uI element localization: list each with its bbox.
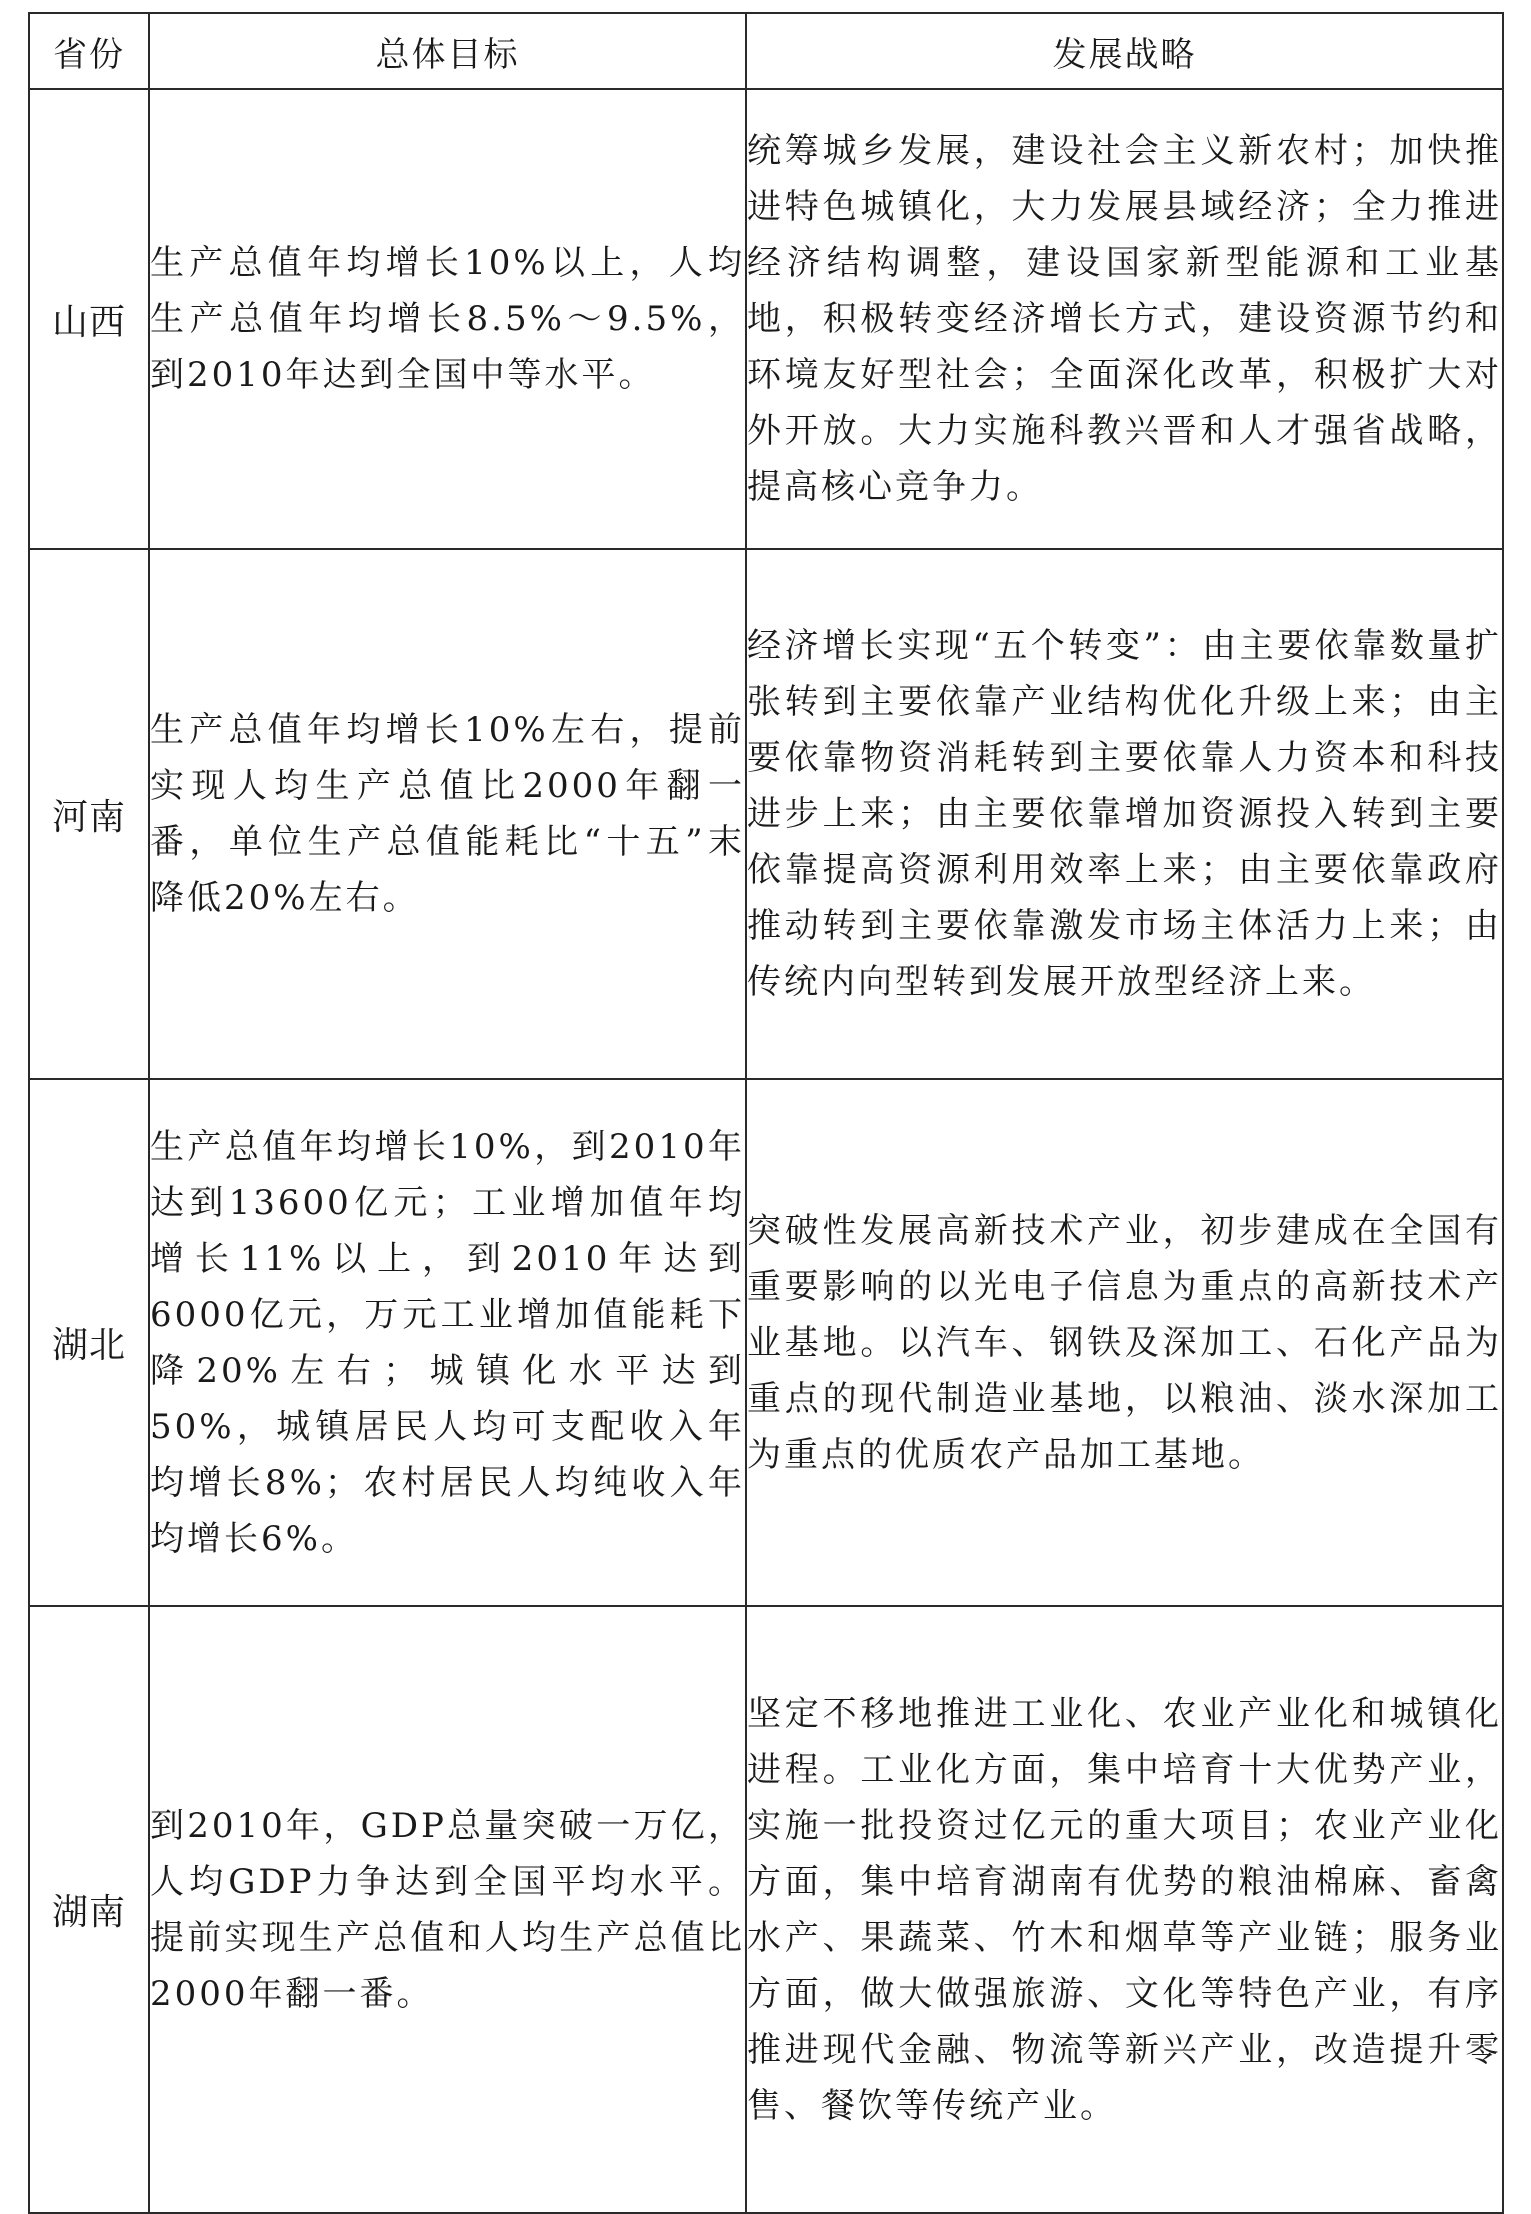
header-strategy: 发展战略 bbox=[746, 13, 1503, 89]
goal-cell: 生产总值年均增长10%以上，人均生产总值年均增长8.5%～9.5%，到2010年达到全国中等水平。 bbox=[149, 89, 746, 549]
goal-cell: 生产总值年均增长10%，到2010年达到13600亿元；工业增加值年均增长11%以上，到2010年达到6000亿元，万元工业增加值能耗下降20%左右；城镇化水平达到50%，城镇居民人均可支配收入年均增长8%；农村居民人均纯收入年均增长6%。 bbox=[149, 1079, 746, 1606]
header-province: 省份 bbox=[29, 13, 149, 89]
table-row bbox=[29, 1606, 1503, 2213]
province-cell: 山西 bbox=[29, 89, 149, 549]
province-strategy-table bbox=[28, 12, 1504, 2214]
strategy-cell: 突破性发展高新技术产业，初步建成在全国有重要影响的以光电子信息为重点的高新技术产业基地。以汽车、钢铁及深加工、石化产品为重点的现代制造业基地，以粮油、淡水深加工为重点的优质农产品加工基地。 bbox=[746, 1079, 1503, 1606]
goal-cell: 生产总值年均增长10%左右，提前实现人均生产总值比2000年翻一番，单位生产总值能耗比“十五”末降低20%左右。 bbox=[149, 549, 746, 1079]
header-goal: 总体目标 bbox=[149, 13, 746, 89]
table-row bbox=[29, 549, 1503, 1079]
table-row bbox=[29, 89, 1503, 549]
strategy-cell: 经济增长实现“五个转变”：由主要依靠数量扩张转到主要依靠产业结构优化升级上来；由主要依靠物资消耗转到主要依靠人力资本和科技进步上来；由主要依靠增加资源投入转到主要依靠提高资源利用效率上来；由主要依靠政府推动转到主要依靠激发市场主体活力上来；由传统内向型转到发展开放型经济上来。 bbox=[746, 549, 1503, 1079]
goal-cell: 到2010年，GDP总量突破一万亿，人均GDP力争达到全国平均水平。提前实现生产总值和人均生产总值比2000年翻一番。 bbox=[149, 1606, 746, 2213]
province-cell: 河南 bbox=[29, 549, 149, 1079]
province-cell: 湖南 bbox=[29, 1606, 149, 2213]
strategy-cell: 坚定不移地推进工业化、农业产业化和城镇化进程。工业化方面，集中培育十大优势产业，实施一批投资过亿元的重大项目；农业产业化方面，集中培育湖南有优势的粮油棉麻、畜禽水产、果蔬菜、竹木和烟草等产业链；服务业方面，做大做强旅游、文化等特色产业，有序推进现代金融、物流等新兴产业，改造提升零售、餐饮等传统产业。 bbox=[746, 1606, 1503, 2213]
strategy-cell: 统筹城乡发展，建设社会主义新农村；加快推进特色城镇化，大力发展县域经济；全力推进经济结构调整，建设国家新型能源和工业基地，积极转变经济增长方式，建设资源节约和环境友好型社会；全面深化改革，积极扩大对外开放。大力实施科教兴晋和人才强省战略，提高核心竞争力。 bbox=[746, 89, 1503, 549]
table-header-row bbox=[29, 13, 1503, 89]
province-cell: 湖北 bbox=[29, 1079, 149, 1606]
table-row bbox=[29, 1079, 1503, 1606]
